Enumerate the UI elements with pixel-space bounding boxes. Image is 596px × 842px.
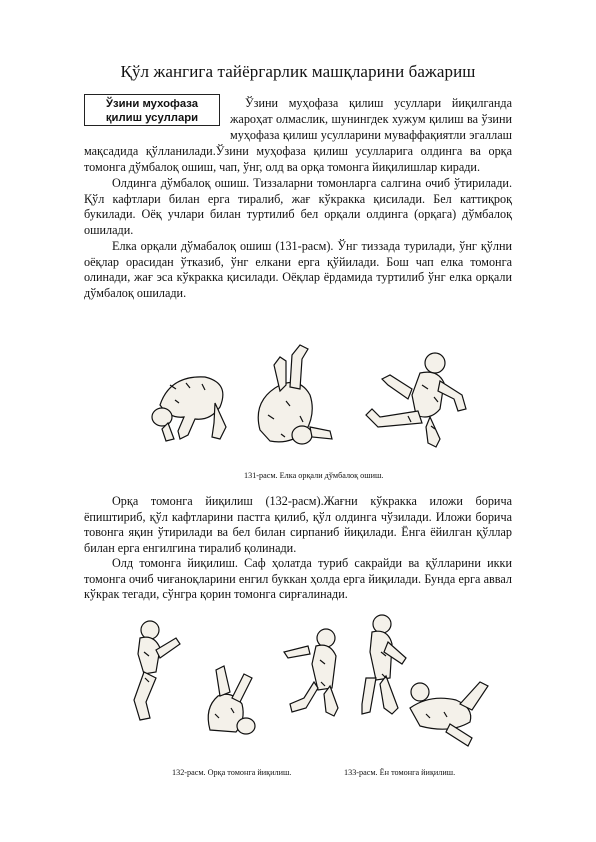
figure-131-illustration — [140, 335, 480, 460]
figure-132-caption: 132-расм. Орқа томонга йиқилиш. — [172, 768, 292, 777]
paragraph-back-fall: Орқа томонга йиқилиш (132-расм).Жағни кўкракка иложи борича ёпиштириб, қўл кафтларини пастга қилиб, қўл олдинга чўзилади. Иложи борича товонга яқин ўтирилади ва бел билан сирпаниб йиқилади. Ёнга ёйилган қўллар билан ерга енгилгина тиралиб қолинади. — [84, 494, 512, 555]
section-label-line-1: Ўзини мухофаза — [105, 98, 199, 110]
section-label-box — [84, 94, 220, 126]
soldier-back-fall-figure — [134, 621, 255, 734]
soldier-crouch-figure — [152, 377, 226, 441]
soldier-side-fall-figure — [284, 615, 488, 746]
page-title: Қўл жангига тайёргарлик машқларини бажариш — [120, 62, 476, 81]
figure-132-133-illustration — [120, 608, 500, 758]
intro-line-5: томонга дўмбалоқ ошиш, чап, ўнг, олд ва орқа томонга йиқилишлар киради. — [84, 160, 480, 174]
paragraph-forward-roll: Олдинга дўмбалоқ ошиш. Тиззаларни томонларга салгина очиб ўтирилади. Қўл кафтлари билан ерга тиралиб, жағ кўкракка қисилади. Бел каттиқроқ букилади. Оёқ учлари билан туртилиб бел орқали олдинга (орқага) дўмбалоқ ошилади. — [84, 176, 512, 237]
intro-line-1: Ўзини муҳофаза қилиш усуллари йиқилганда — [245, 96, 512, 110]
soldier-rising-figure — [366, 353, 466, 447]
paragraph-front-fall: Олд томонга йиқилиш. Саф ҳолатда туриб сакрайди ва қўлларини икки томонга очиб чиғаноқларини енгил буккан ҳолда ерга йиқилади. Бунда ерга аввал кўкрак тегади, сўнгра қорин томонга сирғалинади. — [84, 556, 512, 602]
intro-line-2: жароҳат олмаслик, шунингдек хужум қилиш ва ўзини — [230, 112, 512, 126]
intro-line-4: мақсадида қўлланилади.Ўзини муҳофаза қилиш усулларига олдинга ва орқа — [84, 144, 512, 158]
figure-131-caption: 131-расм. Елка орқали дўмбалоқ ошиш. — [244, 471, 384, 480]
paragraph-shoulder-roll: Елка орқали дўмабалоқ ошиш (131-расм). Ўнг тиззада турилади, ўнг қўлни оёқлар орасидан ўтказиб, ўнг елкани ерга қўйилади. Бош чап елка томонга олинади, жағ эса кўкракка қисилади. Оёқлар ёрдамида туртилиб ўнг елка орқали дўмбалоқ ошилади. — [84, 239, 512, 300]
section-label-line-2: қилиш усуллари — [105, 112, 199, 124]
intro-line-3: муҳофаза қилиш усулларини муваффақиятли эгаллаш — [230, 128, 512, 142]
soldier-rolling-figure — [258, 345, 332, 444]
figure-133-caption: 133-расм. Ён томонга йиқилиш. — [344, 768, 456, 777]
